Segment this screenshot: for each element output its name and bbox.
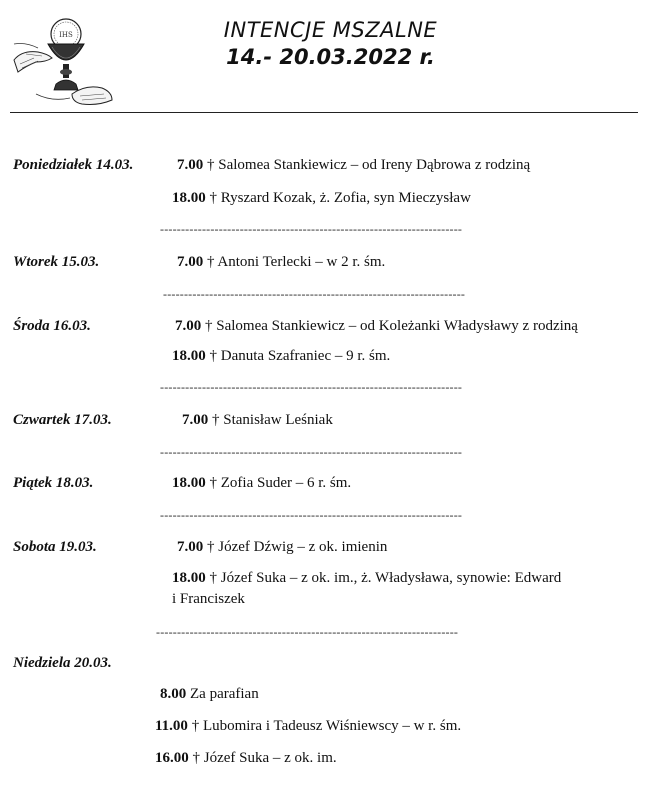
separator: ------------------------------------------------------------------------ xyxy=(160,445,463,459)
mass-time: 7.00 xyxy=(175,318,202,334)
mass-time: 7.00 xyxy=(177,254,204,270)
mass-entry xyxy=(177,539,387,556)
mass-intention: † Józef Suka – z ok. im., ż. Władysława, synowie: Edward xyxy=(209,570,562,586)
mass-entry xyxy=(172,475,351,492)
svg-text:IHS: IHS xyxy=(59,31,73,39)
mass-intention: Za parafian xyxy=(190,686,259,702)
separator: ------------------------------------------------------------------------ xyxy=(163,287,466,301)
mass-intention: † Danuta Szafraniec – 9 r. śm. xyxy=(209,348,391,364)
mass-time: 18.00 xyxy=(172,190,206,206)
mass-time: 18.00 xyxy=(172,475,206,491)
separator: ------------------------------------------------------------------------ xyxy=(160,222,463,236)
day-label: Wtorek 15.03. xyxy=(13,254,100,270)
mass-intention: † Stanisław Leśniak xyxy=(212,412,333,428)
mass-time: 16.00 xyxy=(155,750,189,766)
mass-entry xyxy=(160,686,259,703)
mass-intention: † Salomea Stankiewicz – od Koleżanki Władysławy z rodziną xyxy=(205,318,578,334)
day-label: Czwartek 17.03. xyxy=(13,412,112,428)
mass-entry xyxy=(172,348,390,365)
separator: ------------------------------------------------------------------------ xyxy=(160,380,463,394)
mass-time: 7.00 xyxy=(182,412,209,428)
mass-intention: † Salomea Stankiewicz – od Ireny Dąbrowa z rodziną xyxy=(207,157,531,173)
mass-intention: † Ryszard Kozak, ż. Zofia, syn Mieczysław xyxy=(209,190,471,206)
day-label: Piątek 18.03. xyxy=(13,475,94,491)
mass-time: 7.00 xyxy=(177,157,204,173)
mass-entry xyxy=(175,318,578,335)
page-title: INTENCJE MSZALNE xyxy=(223,18,438,42)
mass-time: 8.00 xyxy=(160,686,187,702)
mass-entry xyxy=(155,750,337,767)
day-label: Środa 16.03. xyxy=(13,318,91,334)
mass-intention: † Zofia Suder – 6 r. śm. xyxy=(209,475,352,491)
mass-time: 7.00 xyxy=(177,539,204,555)
mass-entry xyxy=(172,570,561,587)
mass-entry xyxy=(172,190,471,207)
separator: ------------------------------------------------------------------------ xyxy=(160,508,463,522)
day-label: Sobota 19.03. xyxy=(13,539,97,555)
date-range: 14.- 20.03.2022 r. xyxy=(226,45,435,69)
mass-entry xyxy=(177,254,385,271)
header-divider xyxy=(10,112,638,113)
mass-intention: † Lubomira i Tadeusz Wiśniewscy – w r. śm. xyxy=(191,718,462,734)
separator: ------------------------------------------------------------------------ xyxy=(156,625,459,639)
mass-time: 18.00 xyxy=(172,570,206,586)
mass-entry xyxy=(182,412,333,429)
mass-intention: † Antoni Terlecki – w 2 r. śm. xyxy=(207,254,386,270)
mass-entry xyxy=(177,157,530,174)
mass-intention: † Józef Suka – z ok. im. xyxy=(192,750,337,766)
day-label: Poniedziałek 14.03. xyxy=(13,157,134,173)
mass-entry xyxy=(155,718,461,735)
mass-intention: † Józef Dźwig – z ok. imienin xyxy=(207,539,388,555)
mass-intention-continued: i Franciszek xyxy=(172,591,245,607)
mass-time: 18.00 xyxy=(172,348,206,364)
day-label: Niedziela 20.03. xyxy=(13,655,112,671)
mass-time: 11.00 xyxy=(155,718,188,734)
